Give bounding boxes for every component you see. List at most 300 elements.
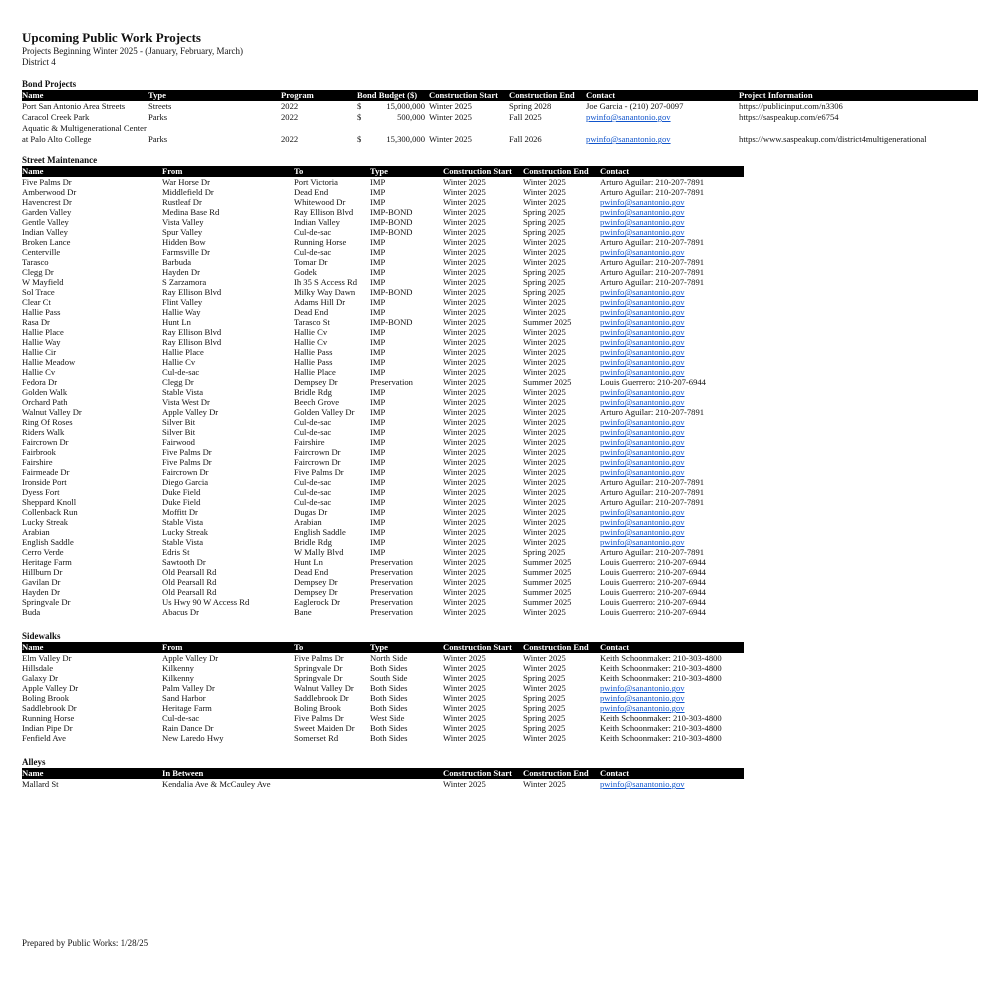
name-cell: Hallie Pass (22, 307, 61, 317)
contact-email-link[interactable]: pwinfo@sanantonio.gov (600, 537, 685, 547)
contact-cell: Keith Schoonmaker: 210-303-4800 (600, 663, 722, 673)
end-cell: Winter 2025 (523, 427, 566, 437)
bond-col-program: Program (281, 90, 357, 101)
contact-cell: Keith Schoonmaker: 210-303-4800 (600, 673, 722, 683)
from-cell: Apple Valley Dr (162, 407, 219, 417)
contact-email-link[interactable]: pwinfo@sanantonio.gov (600, 527, 685, 537)
contact-cell: Keith Schoonmaker: 210-303-4800 (600, 723, 722, 733)
bond-budget-cell: 15,000,000 (386, 101, 426, 111)
to-cell: Sweet Maiden Dr (294, 723, 355, 733)
contact-email-link[interactable]: pwinfo@sanantonio.gov (600, 417, 685, 427)
to-cell: Boling Brook (294, 703, 342, 713)
type-cell: IMP (370, 487, 386, 497)
end-cell: Winter 2025 (523, 197, 566, 207)
from-cell: Hayden Dr (162, 267, 200, 277)
contact-email-link[interactable]: pwinfo@sanantonio.gov (600, 693, 685, 703)
contact-cell (600, 457, 744, 467)
contact-cell: Keith Schoonmaker: 210-303-4800 (600, 733, 722, 743)
type-cell: IMP (370, 307, 386, 317)
from-cell: Hidden Bow (162, 237, 206, 247)
start-cell: Winter 2025 (443, 673, 486, 683)
type-cell: IMP (370, 437, 386, 447)
name-cell: Golden Walk (22, 387, 68, 397)
name-cell: Cerro Verde (22, 547, 64, 557)
type-cell: IMP (370, 237, 386, 247)
street-col-end: Construction End (523, 166, 600, 177)
from-cell: Cul-de-sac (162, 367, 200, 377)
end-cell: Winter 2025 (523, 417, 566, 427)
end-cell: Summer 2025 (523, 557, 572, 567)
empty-cell (509, 123, 586, 134)
name-cell: Mallard St (22, 779, 59, 789)
contact-cell (600, 517, 744, 527)
start-cell: Winter 2025 (443, 557, 486, 567)
name-cell: Lucky Streak (22, 517, 69, 527)
start-cell: Winter 2025 (443, 517, 486, 527)
contact-email-link[interactable]: pwinfo@sanantonio.gov (600, 337, 685, 347)
contact-cell (600, 537, 744, 547)
table-row (22, 367, 744, 377)
contact-email-link[interactable]: pwinfo@sanantonio.gov (600, 297, 685, 307)
bond-end-cell: Spring 2028 (509, 101, 552, 111)
to-cell: Hallie Pass (294, 347, 333, 357)
to-cell: Eaglerock Dr (294, 597, 341, 607)
table-row (22, 607, 744, 617)
type-cell: IMP (370, 297, 386, 307)
contact-email-link[interactable]: pwinfo@sanantonio.gov (600, 447, 685, 457)
start-cell: Winter 2025 (443, 247, 486, 257)
start-cell: Winter 2025 (443, 703, 486, 713)
to-cell: Five Palms Dr (294, 467, 344, 477)
end-cell: Spring 2025 (523, 693, 566, 703)
start-cell: Winter 2025 (443, 297, 486, 307)
from-cell: Rustleaf Dr (162, 197, 202, 207)
empty-cell (739, 123, 978, 134)
from-cell: Clegg Dr (162, 377, 194, 387)
type-cell: IMP (370, 257, 386, 267)
bond-contact-cell: Joe Garcia - (210) 207-0097 (586, 101, 684, 111)
page-subtitle: Projects Beginning Winter 2025 - (January, February, March) (22, 46, 243, 56)
from-cell: Middlefield Dr (162, 187, 214, 197)
name-cell: Heritage Farm (22, 557, 72, 567)
to-cell: Walnut Valley Dr (294, 683, 354, 693)
table-row (22, 663, 744, 673)
contact-cell (600, 683, 744, 693)
end-cell: Winter 2025 (523, 297, 566, 307)
to-cell: Hallie Pass (294, 357, 333, 367)
from-cell: Five Palms Dr (162, 447, 212, 457)
end-cell: Spring 2025 (523, 673, 566, 683)
contact-cell (600, 417, 744, 427)
start-cell: Winter 2025 (443, 467, 486, 477)
table-row (22, 437, 744, 447)
table-row (22, 587, 744, 597)
contact-cell (600, 693, 744, 703)
contact-email-link[interactable]: pwinfo@sanantonio.gov (600, 517, 685, 527)
bond-name-cell: at Palo Alto College (22, 134, 92, 144)
bond-col-end: Construction End (509, 90, 586, 101)
document-page (22, 30, 978, 789)
type-cell: IMP (370, 527, 386, 537)
start-cell: Winter 2025 (443, 653, 486, 663)
end-cell: Winter 2025 (523, 187, 566, 197)
end-cell: Winter 2025 (523, 527, 566, 537)
to-cell: Dempsey Dr (294, 377, 338, 387)
start-cell: Winter 2025 (443, 477, 486, 487)
name-cell: Apple Valley Dr (22, 683, 79, 693)
table-row (22, 287, 744, 297)
bond-info-cell: https://saspeakup.com/e6754 (739, 112, 839, 122)
table-row (22, 467, 744, 477)
type-cell: Both Sides (370, 703, 408, 713)
type-cell: Both Sides (370, 723, 408, 733)
table-row (22, 267, 744, 277)
from-cell: Apple Valley Dr (162, 653, 219, 663)
end-cell: Summer 2025 (523, 567, 572, 577)
to-cell: Golden Valley Dr (294, 407, 355, 417)
name-cell: Fairbrook (22, 447, 56, 457)
start-cell: Winter 2025 (443, 277, 486, 287)
end-cell: Spring 2025 (523, 217, 566, 227)
table-row (22, 327, 744, 337)
name-cell: Sol Trace (22, 287, 55, 297)
name-cell: Clegg Dr (22, 267, 54, 277)
type-cell: Both Sides (370, 733, 408, 743)
to-cell: Dempsey Dr (294, 577, 338, 587)
contact-email-link[interactable]: pwinfo@sanantonio.gov (586, 112, 671, 122)
table-row (22, 557, 744, 567)
start-cell: Winter 2025 (443, 567, 486, 577)
to-cell: Milky Way Dawn (294, 287, 356, 297)
start-cell: Winter 2025 (443, 437, 486, 447)
to-cell: Dempsey Dr (294, 587, 338, 597)
sidewalks-header-row (22, 642, 744, 653)
bond-end-cell: Fall 2025 (509, 112, 542, 122)
start-cell: Winter 2025 (443, 693, 486, 703)
table-row (22, 257, 744, 267)
start-cell: Winter 2025 (443, 527, 486, 537)
start-cell: Winter 2025 (443, 217, 486, 227)
contact-email-link[interactable]: pwinfo@sanantonio.gov (600, 317, 685, 327)
start-cell: Winter 2025 (443, 237, 486, 247)
type-cell: IMP (370, 337, 386, 347)
name-cell: Indian Valley (22, 227, 68, 237)
type-cell: IMP-BOND (370, 287, 413, 297)
start-cell: Winter 2025 (443, 357, 486, 367)
start-cell: Winter 2025 (443, 397, 486, 407)
contact-cell (600, 387, 744, 397)
contact-cell: Arturo Aguilar: 210-207-7891 (600, 407, 705, 417)
contact-email-link[interactable]: pwinfo@sanantonio.gov (600, 367, 685, 377)
from-cell: Rain Dance Dr (162, 723, 214, 733)
from-cell: Hallie Cv (162, 357, 196, 367)
alleys-col-name: Name (22, 768, 162, 779)
contact-email-link[interactable]: pwinfo@sanantonio.gov (600, 427, 685, 437)
type-cell: IMP (370, 517, 386, 527)
type-cell: IMP (370, 477, 386, 487)
contact-cell (600, 467, 744, 477)
type-cell: IMP-BOND (370, 207, 413, 217)
to-cell: Cul-de-sac (294, 227, 332, 237)
name-cell: Clear Ct (22, 297, 51, 307)
end-cell: Winter 2025 (523, 397, 566, 407)
prepared-by-footer: Prepared by Public Works: 1/28/25 (22, 938, 149, 948)
type-cell: IMP (370, 267, 386, 277)
table-row (22, 527, 744, 537)
from-cell: Stable Vista (162, 387, 204, 397)
bond-start-cell: Winter 2025 (429, 112, 472, 122)
contact-email-link[interactable]: pwinfo@sanantonio.gov (600, 397, 685, 407)
table-row (22, 217, 744, 227)
type-cell: IMP (370, 417, 386, 427)
table-row (22, 177, 744, 187)
bond-end-cell: Fall 2026 (509, 134, 542, 144)
type-cell: IMP (370, 387, 386, 397)
contact-cell: Arturo Aguilar: 210-207-7891 (600, 257, 705, 267)
contact-cell (600, 327, 744, 337)
street-col-contact: Contact (600, 166, 744, 177)
name-cell: Fairshire (22, 457, 53, 467)
start-cell: Winter 2025 (443, 547, 486, 557)
empty-cell (586, 123, 739, 134)
end-cell: Winter 2025 (523, 247, 566, 257)
name-cell: Buda (22, 607, 41, 617)
table-row (22, 397, 744, 407)
name-cell: Havencrest Dr (22, 197, 72, 207)
bond-contact-cell (586, 112, 739, 123)
bond-type-cell: Parks (148, 134, 168, 144)
to-cell: Port Victoria (294, 177, 338, 187)
type-cell: Preservation (370, 607, 413, 617)
table-row (22, 653, 744, 663)
table-row (22, 703, 744, 713)
table-row (22, 357, 744, 367)
from-cell: Cul-de-sac (162, 713, 200, 723)
end-cell: Summer 2025 (523, 317, 572, 327)
contact-email-link[interactable]: pwinfo@sanantonio.gov (600, 227, 685, 237)
to-cell: Tarasco St (294, 317, 330, 327)
contact-cell (600, 347, 744, 357)
end-cell: Winter 2025 (523, 683, 566, 693)
to-cell: Cul-de-sac (294, 427, 332, 437)
street-col-to: To (294, 166, 370, 177)
bond-projects-title: Bond Projects (22, 79, 77, 89)
from-cell: Silver Bit (162, 427, 196, 437)
contact-email-link[interactable]: pwinfo@sanantonio.gov (600, 247, 685, 257)
end-cell: Winter 2025 (523, 257, 566, 267)
from-cell: Old Pearsall Rd (162, 577, 217, 587)
name-cell: Rasa Dr (22, 317, 50, 327)
street-col-from: From (162, 166, 294, 177)
contact-cell (600, 427, 744, 437)
end-cell: Winter 2025 (523, 437, 566, 447)
from-cell: Ray Ellison Blvd (162, 337, 222, 347)
contact-email-link[interactable]: pwinfo@sanantonio.gov (600, 387, 685, 397)
contact-email-link[interactable]: pwinfo@sanantonio.gov (600, 287, 685, 297)
contact-cell (600, 297, 744, 307)
to-cell: Saddlebrook Dr (294, 693, 349, 703)
end-cell: Winter 2025 (523, 347, 566, 357)
start-cell: Winter 2025 (443, 713, 486, 723)
empty-cell (369, 123, 429, 134)
sidewalks-col-name: Name (22, 642, 162, 653)
contact-email-link[interactable]: pwinfo@sanantonio.gov (600, 207, 685, 217)
contact-email-link[interactable]: pwinfo@sanantonio.gov (600, 347, 685, 357)
table-row (22, 407, 744, 417)
sidewalks-col-to: To (294, 642, 370, 653)
start-cell: Winter 2025 (443, 347, 486, 357)
type-cell: IMP (370, 447, 386, 457)
table-row (22, 337, 744, 347)
contact-email-link[interactable]: pwinfo@sanantonio.gov (600, 779, 685, 789)
bond-info-cell: https://publicinput.com/n3306 (739, 101, 843, 111)
contact-email-link[interactable]: pwinfo@sanantonio.gov (600, 703, 685, 713)
contact-email-link[interactable]: pwinfo@sanantonio.gov (600, 457, 685, 467)
end-cell: Winter 2025 (523, 307, 566, 317)
bond-header-row (22, 90, 978, 101)
type-cell: IMP (370, 537, 386, 547)
to-cell: Godek (294, 267, 317, 277)
from-cell: Us Hwy 90 W Access Rd (162, 597, 250, 607)
end-cell: Spring 2025 (523, 723, 566, 733)
type-cell: IMP (370, 467, 386, 477)
start-cell: Winter 2025 (443, 307, 486, 317)
from-cell: Barbuda (162, 257, 192, 267)
contact-email-link[interactable]: pwinfo@sanantonio.gov (600, 197, 685, 207)
table-row (22, 713, 744, 723)
table-row (22, 247, 744, 257)
type-cell: IMP (370, 547, 386, 557)
contact-email-link[interactable]: pwinfo@sanantonio.gov (600, 327, 685, 337)
contact-email-link[interactable]: pwinfo@sanantonio.gov (600, 217, 685, 227)
alleys-col-blank-1 (294, 768, 370, 779)
name-cell: Gavilan Dr (22, 577, 61, 587)
bond-type-cell: Parks (148, 112, 168, 122)
end-cell: Spring 2025 (523, 287, 566, 297)
to-cell: Hallie Place (294, 367, 336, 377)
from-cell: Hallie Place (162, 347, 204, 357)
to-cell: Springvale Dr (294, 673, 343, 683)
type-cell: IMP (370, 277, 386, 287)
empty-cell (281, 123, 357, 134)
end-cell: Winter 2025 (523, 477, 566, 487)
type-cell: IMP (370, 457, 386, 467)
end-cell: Winter 2025 (523, 327, 566, 337)
to-cell: Hallie Cv (294, 337, 328, 347)
contact-cell (600, 397, 744, 407)
type-cell: IMP-BOND (370, 317, 413, 327)
table-row (22, 417, 744, 427)
name-cell: Dyess Fort (22, 487, 60, 497)
name-cell: Boling Brook (22, 693, 70, 703)
type-cell: IMP-BOND (370, 217, 413, 227)
start-cell: Winter 2025 (443, 733, 486, 743)
contact-email-link[interactable]: pwinfo@sanantonio.gov (600, 683, 685, 693)
bond-col-start: Construction Start (429, 90, 509, 101)
start-cell: Winter 2025 (443, 257, 486, 267)
start-cell: Winter 2025 (443, 427, 486, 437)
from-cell: Heritage Farm (162, 703, 212, 713)
from-cell: Duke Field (162, 487, 201, 497)
start-cell: Winter 2025 (443, 447, 486, 457)
type-cell: IMP-BOND (370, 227, 413, 237)
street-col-start: Construction Start (443, 166, 523, 177)
table-row (22, 457, 744, 467)
type-cell (370, 779, 443, 789)
table-row (22, 377, 744, 387)
type-cell: Preservation (370, 587, 413, 597)
contact-email-link[interactable]: pwinfo@sanantonio.gov (600, 307, 685, 317)
name-cell: Fedora Dr (22, 377, 58, 387)
empty-cell (357, 123, 369, 134)
contact-cell (600, 227, 744, 237)
from-cell: Stable Vista (162, 537, 204, 547)
name-cell: English Saddle (22, 537, 74, 547)
bond-row (22, 101, 978, 112)
bond-row (22, 134, 978, 145)
to-cell: Faircrown Dr (294, 457, 341, 467)
to-cell: Indian Valley (294, 217, 340, 227)
alleys-col-contact: Contact (600, 768, 744, 779)
start-cell: Winter 2025 (443, 497, 486, 507)
contact-email-link[interactable]: pwinfo@sanantonio.gov (600, 437, 685, 447)
from-cell: Vista West Dr (162, 397, 210, 407)
alleys-col-blank-2 (370, 768, 443, 779)
table-row (22, 547, 744, 557)
end-cell: Spring 2025 (523, 267, 566, 277)
from-cell: S Zarzamora (162, 277, 207, 287)
name-cell: Hillburn Dr (22, 567, 63, 577)
name-cell: Orchard Path (22, 397, 68, 407)
table-row (22, 277, 744, 287)
start-cell: Winter 2025 (443, 207, 486, 217)
contact-email-link[interactable]: pwinfo@sanantonio.gov (600, 357, 685, 367)
start-cell: Winter 2025 (443, 723, 486, 733)
type-cell: Preservation (370, 557, 413, 567)
contact-cell: Louis Guerrero: 210-207-6944 (600, 577, 706, 587)
type-cell: IMP (370, 177, 386, 187)
type-cell: IMP (370, 507, 386, 517)
type-cell: Preservation (370, 577, 413, 587)
contact-cell (600, 779, 744, 789)
end-cell: Winter 2025 (523, 487, 566, 497)
start-cell: Winter 2025 (443, 663, 486, 673)
table-row (22, 497, 744, 507)
contact-cell (600, 307, 744, 317)
contact-cell: Arturo Aguilar: 210-207-7891 (600, 487, 705, 497)
page-title: Upcoming Public Work Projects (22, 30, 201, 45)
bond-program-cell: 2022 (281, 134, 299, 144)
contact-cell (600, 317, 744, 327)
start-cell: Winter 2025 (443, 597, 486, 607)
name-cell: Hallie Way (22, 337, 61, 347)
contact-email-link[interactable]: pwinfo@sanantonio.gov (600, 507, 685, 517)
bond-program-cell: 2022 (281, 112, 299, 122)
type-cell: IMP (370, 197, 386, 207)
from-cell: Vista Valley (162, 217, 204, 227)
empty-cell (429, 123, 509, 134)
contact-cell: Arturo Aguilar: 210-207-7891 (600, 267, 705, 277)
name-cell: Running Horse (22, 713, 75, 723)
start-cell: Winter 2025 (443, 197, 486, 207)
type-cell: IMP (370, 497, 386, 507)
end-cell: Winter 2025 (523, 407, 566, 417)
contact-email-link[interactable]: pwinfo@sanantonio.gov (600, 467, 685, 477)
sidewalks-title: Sidewalks (22, 631, 61, 641)
contact-email-link[interactable]: pwinfo@sanantonio.gov (586, 134, 671, 144)
street-header-row (22, 166, 744, 177)
start-cell: Winter 2025 (443, 287, 486, 297)
